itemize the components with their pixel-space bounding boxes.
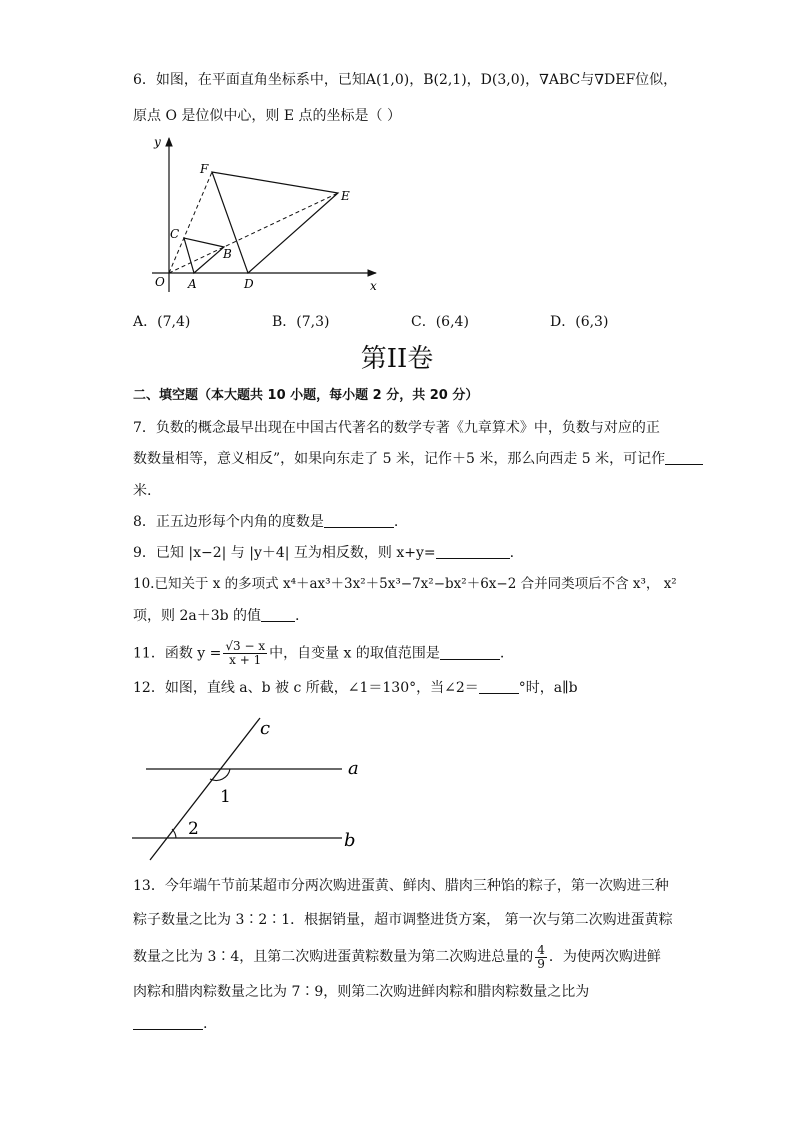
q12-answer-blank[interactable] (479, 679, 519, 694)
angle-2-arc (172, 829, 176, 838)
label-angle-1: 1 (220, 787, 231, 807)
label-F: F (200, 162, 209, 176)
q6-line2: 原点 O 是位似中心，则 E 点的坐标是（ ） (133, 108, 401, 124)
q10-line1: 10.已知关于 x 的多项式 x⁴＋ax³＋3x²＋5x³−7x²−bx²＋6x−2 合并同类项后不含 x³， x² (133, 576, 677, 592)
label-b: b (344, 830, 356, 851)
q10-answer-blank[interactable] (261, 607, 295, 622)
q6-option-c: C．(6,4) (411, 314, 469, 330)
q13-line2: 粽子数量之比为 3∶2∶1．根据销量，超市调整进货方案， 第一次与第二次购进蛋黄粽 (133, 912, 673, 928)
label-c: c (260, 718, 271, 739)
q6-option-b: B．(7,3) (272, 314, 330, 330)
label-B: B (223, 247, 232, 261)
q11-fraction: $\frac{√3 - x}{x + 1}$ (225, 639, 266, 667)
q13-line1: 13．今年端午节前某超市分两次购进蛋黄、鲜肉、腊肉三种馅的粽子，第一次购进三种 (133, 878, 669, 894)
q13-line4: 肉粽和腊肉粽数量之比为 7∶9，则第二次购进鲜肉粽和腊肉粽数量之比为 (133, 984, 590, 1000)
q6-figure (140, 130, 400, 300)
section-heading: 二、填空题（本大题共 10 小题，每小题 2 分，共 20 分） (133, 388, 479, 403)
q8-answer-blank[interactable] (324, 513, 394, 528)
q6-option-a: A．(7,4) (133, 314, 191, 330)
q7-line3: 米. (133, 483, 152, 499)
q13-line3: 数量之比为 3∶4，且第二次购进蛋黄粽数量为第二次购进总量的 $\frac{4}{9}$ ．为使两次购进鲜 (133, 942, 661, 971)
ray-OF (169, 172, 212, 273)
label-a: a (348, 758, 359, 779)
q7-line2: 数数量相等，意义相反”，如果向东走了 5 米，记作＋5 米，那么向西走 5 米，可记作 (133, 449, 703, 469)
q7-answer-blank[interactable] (665, 450, 703, 465)
q10-line2: 项，则 2a＋3b 的值 . (133, 608, 300, 624)
q7-line1: 7．负数的概念最早出现在中国古代著名的数学专著《九章算术》中，负数与对应的正 (133, 420, 660, 436)
q13-line5: . (133, 1014, 207, 1034)
q11-answer-blank[interactable] (440, 645, 500, 660)
q12-figure (130, 710, 370, 870)
line-c (150, 718, 260, 860)
q13-fraction: $\frac{4}{9}$ (537, 942, 545, 971)
label-A: A (188, 277, 197, 291)
q12-line: 12．如图，直线 a、b 被 c 所截，∠1＝130°，当∠2＝ °时，a∥b (133, 680, 578, 696)
ray-OE (169, 193, 338, 273)
q13-answer-blank[interactable] (133, 1015, 203, 1030)
section-title: 第II卷 (360, 344, 434, 374)
triangle-ABC (184, 238, 224, 273)
label-E: E (341, 189, 350, 203)
q9-answer-blank[interactable] (436, 544, 510, 559)
label-C: C (170, 227, 180, 241)
q8-line: 8．正五边形每个内角的度数是 . (133, 514, 399, 530)
label-O: O (155, 275, 165, 289)
label-y: y (154, 135, 161, 149)
label-angle-2: 2 (188, 819, 199, 839)
q9-line: 9．已知 |x−2| 与 |y＋4| 互为相反数，则 x+y= . (133, 545, 515, 561)
label-D: D (244, 277, 254, 291)
q11-line: 11．函数 y = $\frac{√3 - x}{x + 1}$ 中，自变量 x 的取值范围是 . (133, 639, 505, 667)
label-x: x (370, 279, 377, 293)
q6-option-d: D．(6,3) (550, 314, 609, 330)
q6-line1: 6．如图，在平面直角坐标系中，已知A(1,0)，B(2,1)，D(3,0)，∇ABC与∇DEF位似， (133, 72, 678, 88)
